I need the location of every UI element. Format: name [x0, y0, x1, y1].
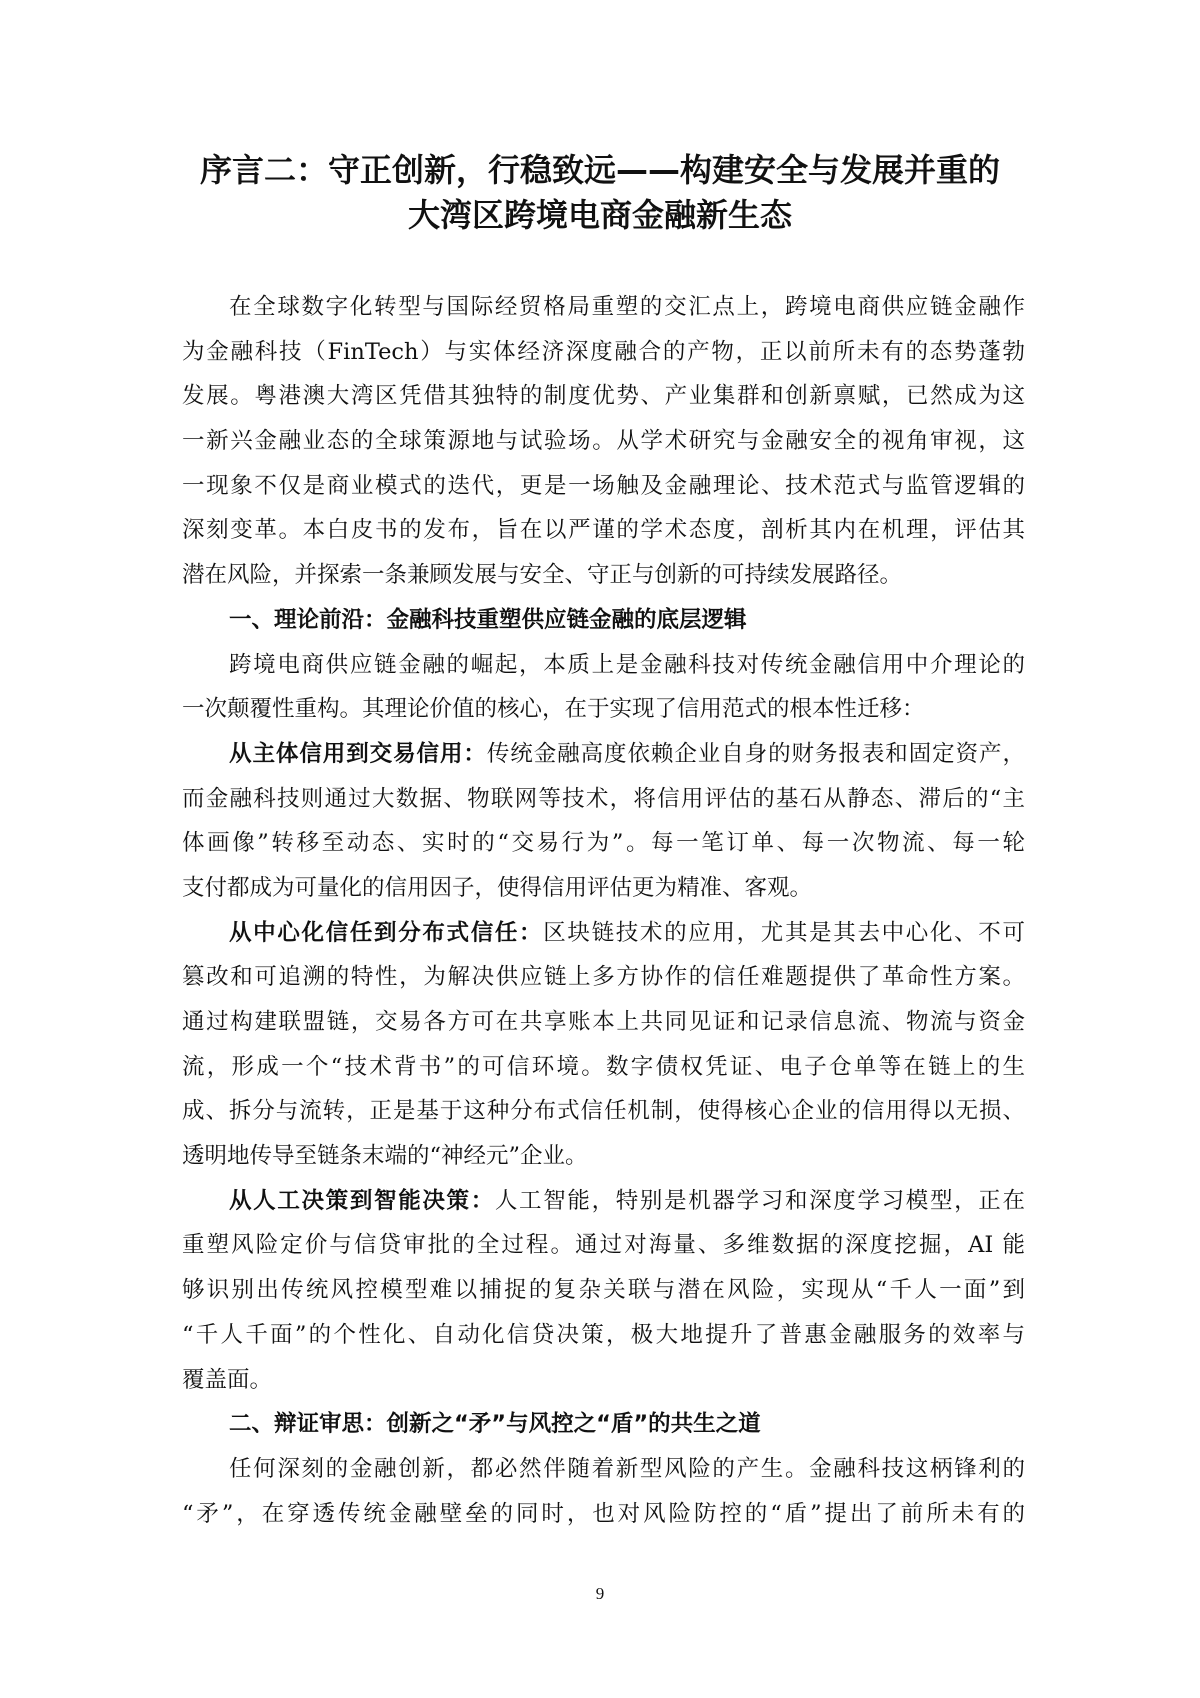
text-line	[182, 419, 1025, 464]
text-line	[182, 553, 1025, 598]
document-body	[182, 285, 1025, 1536]
paragraph	[182, 911, 1025, 1179]
text-line	[182, 1447, 1025, 1492]
text-line	[182, 508, 1025, 553]
line-text: 而金融科技则通过大数据、物联网等技术，将信用评估的基石从静态、滞后的“主	[182, 785, 1025, 812]
text-line	[182, 1045, 1025, 1090]
text-line	[182, 955, 1025, 1000]
line-text: 重塑风险定价与信贷审批的全过程。通过对海量、多维数据的深度挖掘，AI 能	[182, 1232, 1025, 1259]
text-line	[182, 1402, 1025, 1447]
line-text: 一新兴金融业态的全球策源地与试验场。从学术研究与金融安全的视角审视，这	[182, 428, 1025, 455]
line-text: 发展。粤港澳大湾区凭借其独特的制度优势、产业集群和创新禀赋，已然成为这	[182, 383, 1025, 410]
paragraph	[182, 285, 1025, 598]
paragraph	[182, 1179, 1025, 1402]
line-text: 一次颠覆性重构。其理论价值的核心，在于实现了信用范式的根本性迁移：	[182, 696, 925, 723]
line-text: 篡改和可追溯的特性，为解决供应链上多方协作的信任难题提供了革命性方案。	[182, 964, 1025, 991]
line-text: 在全球数字化转型与国际经贸格局重塑的交汇点上，跨境电商供应链金融作	[229, 294, 1025, 320]
title-line-1: 序言二：守正创新，行稳致远——构建安全与发展并重的	[199, 151, 1000, 189]
line-text: “矛”，在穿透传统金融壁垒的同时，也对风险防控的“盾”提出了前所未有的	[182, 1500, 1025, 1527]
text-line	[182, 1179, 1025, 1224]
page-number: 9	[595, 1584, 605, 1603]
paragraph	[182, 1447, 1025, 1536]
line-text: 任何深刻的金融创新，都必然伴随着新型风险的产生。金融科技这柄锋利的	[229, 1455, 1025, 1482]
text-line	[182, 1000, 1025, 1045]
text-line	[182, 821, 1025, 866]
paragraph	[182, 643, 1025, 732]
text-line	[182, 464, 1025, 509]
text-line	[182, 1313, 1025, 1358]
paragraph	[182, 732, 1025, 911]
text-line	[182, 687, 1025, 732]
lead-phrase: 从主体信用到交易信用：	[229, 740, 487, 767]
line-text: 深刻变革。本白皮书的发布，旨在以严谨的学术态度，剖析其内在机理，评估其	[182, 517, 1025, 544]
line-text: 潜在风险，并探索一条兼顾发展与安全、守正与创新的可持续发展路径。	[182, 562, 903, 589]
text-line	[182, 374, 1025, 419]
section-heading	[182, 1402, 1025, 1447]
lead-phrase: 从中心化信任到分布式信任：	[229, 919, 544, 946]
line-text: 人工智能，特别是机器学习和深度学习模型，正在	[494, 1187, 1025, 1214]
text-line	[182, 1492, 1025, 1537]
text-line	[182, 1268, 1025, 1313]
text-line	[182, 1089, 1025, 1134]
text-line	[182, 1358, 1025, 1403]
line-text: 体画像”转移至动态、实时的“交易行为”。每一笔订单、每一次物流、每一轮	[182, 830, 1025, 857]
line-text: 够识别出传统风控模型难以捕捉的复杂关联与潜在风险，实现从“千人一面”到	[182, 1277, 1025, 1304]
line-text: 覆盖面。	[182, 1366, 273, 1393]
text-line	[182, 732, 1025, 777]
page-title	[0, 148, 1200, 238]
line-text: 一、理论前沿：金融科技重塑供应链金融的底层逻辑	[229, 606, 747, 633]
line-text: 通过构建联盟链，交易各方可在共享账本上共同见证和记录信息流、物流与资金	[182, 1009, 1025, 1035]
text-line	[182, 1223, 1025, 1268]
line-text: 成、拆分与流转，正是基于这种分布式信任机制，使得核心企业的信用得以无损、	[182, 1098, 1025, 1125]
line-text: 区块链技术的应用，尤其是其去中心化、不可	[543, 919, 1025, 946]
line-text: 传统金融高度依赖企业自身的财务报表和固定资产，	[486, 740, 1025, 767]
text-line	[182, 866, 1025, 911]
line-text: “千人千面”的个性化、自动化信贷决策，极大地提升了普惠金融服务的效率与	[182, 1321, 1025, 1348]
line-text: 跨境电商供应链金融的崛起，本质上是金融科技对传统金融信用中介理论的	[229, 651, 1025, 678]
line-text: 为金融科技（FinTech）与实体经济深度融合的产物，正以前所未有的态势蓬勃	[182, 338, 1025, 365]
text-line	[182, 330, 1025, 375]
title-line-2: 大湾区跨境电商金融新生态	[407, 196, 792, 234]
text-line	[182, 777, 1025, 822]
line-text: 二、辩证审思：创新之“矛”与风控之“盾”的共生之道	[229, 1411, 761, 1438]
line-text: 一现象不仅是商业模式的迭代，更是一场触及金融理论、技术范式与监管逻辑的	[182, 472, 1025, 499]
text-line	[182, 285, 1025, 330]
text-line	[182, 598, 1025, 643]
text-line	[182, 1134, 1025, 1179]
line-text: 流，形成一个“技术背书”的可信环境。数字债权凭证、电子仓单等在链上的生	[182, 1053, 1025, 1080]
text-line	[182, 643, 1025, 688]
text-line	[182, 911, 1025, 956]
section-heading	[182, 598, 1025, 643]
lead-phrase: 从人工决策到智能决策：	[229, 1187, 495, 1214]
line-text: 透明地传导至链条末端的“神经元”企业。	[182, 1143, 588, 1170]
line-text: 支付都成为可量化的信用因子，使得信用评估更为精准、客观。	[182, 874, 813, 901]
